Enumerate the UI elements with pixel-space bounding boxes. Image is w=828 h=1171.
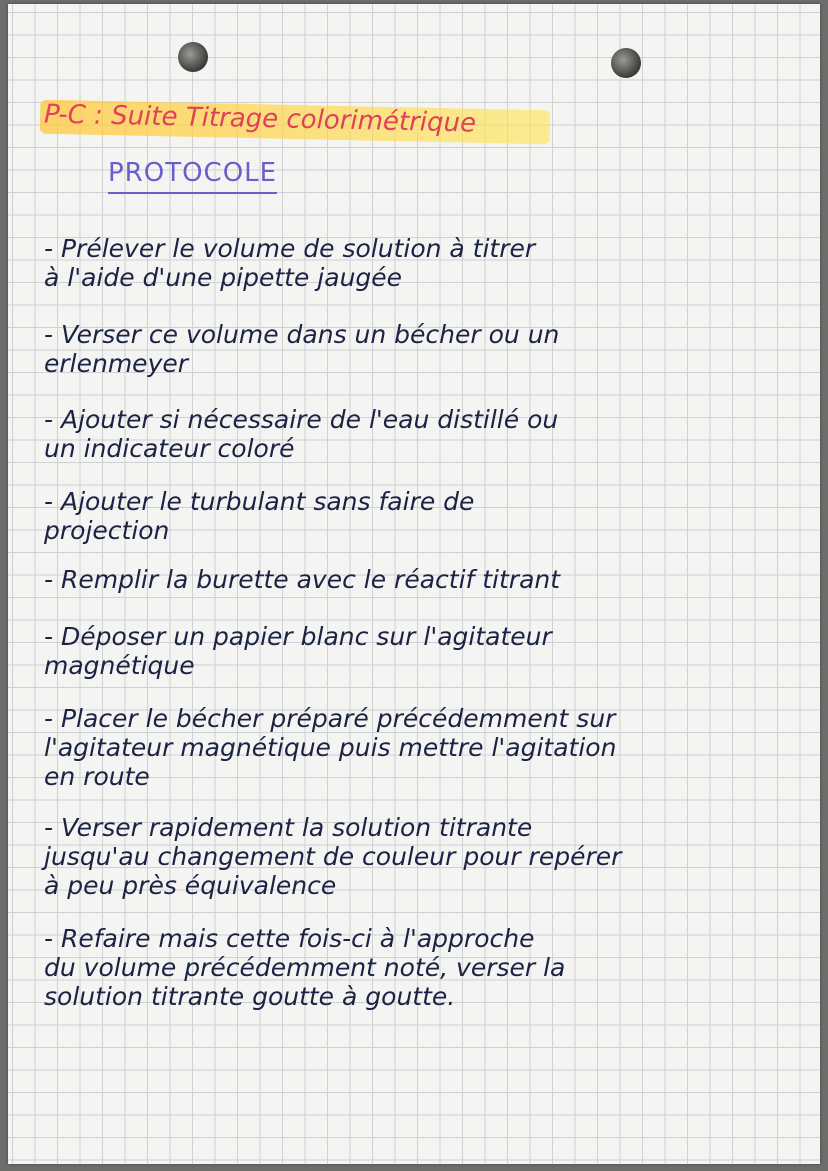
step-line: à l'aide d'une pipette jaugée [44, 263, 403, 292]
step-line: un indicateur coloré [44, 434, 295, 463]
protocol-step [44, 924, 804, 1011]
protocol-step [44, 234, 804, 292]
step-line: solution titrante goutte à goutte. [44, 982, 456, 1011]
step-line: à peu près équivalence [44, 871, 337, 900]
protocol-step [44, 622, 804, 680]
protocol-step [44, 565, 804, 594]
step-line: - Placer le bécher préparé précédemment sur [44, 704, 616, 733]
step-line: - Verser rapidement la solution titrante [44, 813, 533, 842]
protocol-step [44, 704, 804, 791]
step-line: - Verser ce volume dans un bécher ou un [44, 320, 560, 349]
note-title: P-C : Suite Titrage colorimétrique [43, 99, 477, 139]
step-line: jusqu'au changement de couleur pour repérer [44, 842, 622, 871]
step-line: - Déposer un papier blanc sur l'agitateur [44, 622, 552, 651]
step-line: du volume précédemment noté, verser la [44, 953, 566, 982]
protocol-step [44, 405, 804, 463]
step-line: en route [44, 762, 150, 791]
protocol-step [44, 320, 804, 378]
step-line: - Refaire mais cette fois-ci à l'approche [44, 924, 535, 953]
step-line: - Prélever le volume de solution à titrer [44, 234, 536, 263]
protocol-step [44, 813, 804, 900]
step-line: - Ajouter si nécessaire de l'eau distillé ou [44, 405, 559, 434]
step-line: - Ajouter le turbulant sans faire de [44, 487, 475, 516]
punch-hole-left [178, 42, 208, 72]
protocol-step [44, 487, 804, 545]
step-line: erlenmeyer [44, 349, 189, 378]
step-line: - Remplir la burette avec le réactif titrant [44, 565, 561, 594]
section-heading: PROTOCOLE [108, 158, 277, 194]
step-line: magnétique [44, 651, 195, 680]
step-line: l'agitateur magnétique puis mettre l'agitation [44, 733, 617, 762]
punch-hole-right [611, 48, 641, 78]
step-line: projection [44, 516, 170, 545]
